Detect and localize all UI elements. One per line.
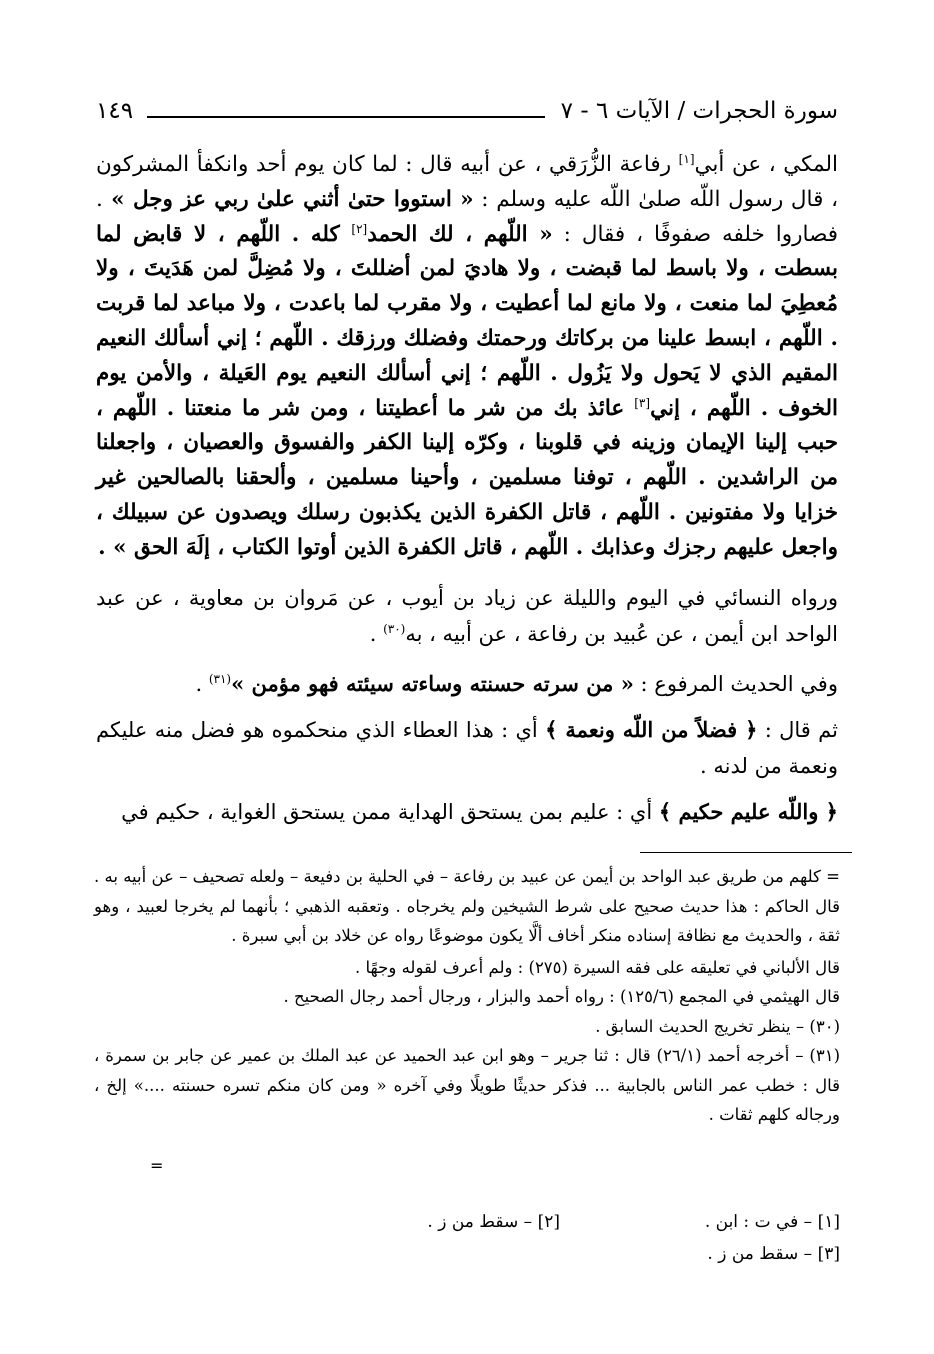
running-header bbox=[96, 94, 838, 128]
reference-30: (٣٠) bbox=[383, 621, 406, 636]
ayah-bold-2: ﴿ واللّه عليم حكيم ﴾ bbox=[658, 798, 838, 824]
paragraph-marfu: وفي الحديث المرفوع : « من سرته حسنته وساءته سيئته فهو مؤمن »$^{(٣١)}$ . bbox=[195, 670, 838, 696]
footnote-30: (٣٠) – ينظر تخريج الحديث السابق . bbox=[595, 1016, 840, 1036]
paragraph-nasai: ورواه النسائي في اليوم والليلة عن زياد بن أيوب ، عن مَروان بن معاوية ، عن عبد الواحد ابن أيمن ، عن عُبيد بن رفاعة ، عن أبيه ، به$^{(٣٠)}$ . bbox=[96, 585, 838, 646]
editor-notes-row bbox=[280, 1206, 840, 1238]
footnote-divider bbox=[640, 852, 852, 853]
footnote-marker-1: [١] bbox=[678, 151, 695, 166]
footnote-continuation: = كلهم من طريق عبد الواحد بن أيمن عن عبيد بن رفاعة – في الحلية بن دفيعة – ولعله تصحيف – عن أبيه به . قال الحاكم : هذا حديث صحيح على شرط الشيخين ولم يخرجاه . وتعقبه الذهبي ؛ بأنهما لم يخرجا لعبيد ، وهو ثقة ، والحديث مع نظافة إسناده منكر أخاف ألَّا يكون موضوعًا رواه عن خلاد بن أبي سبرة . bbox=[94, 867, 840, 945]
footnote-marker-3: [٣] bbox=[634, 395, 651, 410]
editor-notes-row bbox=[280, 1238, 840, 1270]
page-number: ١٤٩ bbox=[96, 98, 134, 124]
footnote-haythami: قال الهيثمي في المجمع (١٢٥/٦) : رواه أحمد والبزار ، ورجال أحمد رجال الصحيح . bbox=[283, 987, 840, 1006]
footnote-31: (٣١) – أخرجه أحمد (٢٦/١) قال : ثنا جرير – وهو ابن عبد الحميد عن عبد الملك بن عمير عن جابر بن سمرة ، قال : خطب عمر الناس بالجابية ... فذكر حديثًا طويلًا وفي آخره « ومن كان منكم تسره حسنته ....» إلخ ، ورجاله كلهم ثقات . bbox=[94, 1046, 840, 1124]
editor-note-3: [٣] – سقط من ز . bbox=[707, 1244, 840, 1264]
reference-31: (٣١) bbox=[208, 671, 232, 686]
ayah-bold: ﴿ فضلاً من اللّه ونعمة ﴾ bbox=[545, 716, 758, 742]
footnotes bbox=[94, 862, 840, 1130]
dua-bold-end: عائذ بك من شر ما أعطيتنا ، ومن شر ما منعتنا . اللّهم ، حبب إلينا الإيمان وزينه في قلوبنا ، وكرّه إلينا الكفر والفسوق والعصيان ، واجعلنا من الراشدين . اللّهم ، توفنا مسلمين ، وأحينا مسلمين ، وألحقنا بالصالحين غير خزايا ولا مفتونين . اللّهم ، قاتل الكفرة الذين يكذبون رسلك ويصدون عن سبيلك ، واجعل عليهم رجزك وعذابك . اللّهم ، قاتل الكفرة الذين أوتوا الكتاب ، إلَهَ الحق » . bbox=[96, 395, 838, 560]
footnote-albani: قال الألباني في تعليقه على فقه السيرة (٢٧٥) : ولم أعرف لقوله وجهًا . bbox=[355, 957, 840, 977]
editor-notes bbox=[280, 1206, 840, 1270]
editor-note-2: [٢] – سقط من ز . bbox=[427, 1212, 560, 1232]
paragraph-fadl: ثم قال : ﴿ فضلاً من اللّه ونعمة ﴾ أي : هذا العطاء الذي منحكموه هو فضل منه عليكم ونعمة من لدنه . bbox=[96, 716, 838, 778]
editor-note-1: [١] – في ت : ابن . bbox=[704, 1212, 840, 1232]
header-title: سورة الحجرات / الآيات ٦ - ٧ bbox=[560, 98, 838, 124]
paragraph-hadith: المكي ، عن أبي[١] رفاعة الزُّرَقي ، عن أبيه قال : لما كان يوم أحد وانكفأ المشركون ، قال رسول اللّه صلىٰ اللّه عليه وسلم : « استووا حتىٰ أثني علىٰ ربي عز وجل » . فصاروا خلفه صفوفًا ، فقال : « اللّهم ، لك الحمد[٢] كله . اللّهم ، لا قابض لما بسطت ، ولا باسط لما قبضت ، ولا هاديَ لمن أضللتَ ، ولا مُضِلَّ لمن هَدَيتَ ، ولا مُعطِيَ لما منعت ، ولا مانع لما أعطيت ، ولا مقرب لما باعدت ، ولا مباعد لما قربت . اللّهم ، ابسط علينا من بركاتك ورحمتك وفضلك ورزقك . اللّهم ؛ إني أسألك النعيم المقيم الذي لا يَحول ولا يَزُول . اللّهم ؛ إني أسألك النعيم يوم العَيلة ، والأمن يوم الخوف . اللّهم ، إني[٣] عائذ بك من شر ما أعطيتنا ، ومن شر ما منعتنا . اللّهم ، حبب إلينا الإيمان وزينه في قلوبنا ، وكرّه إلينا الكفر والفسوق والعصيان ، واجعلنا من الراشدين . اللّهم ، توفنا مسلمين ، وأحينا مسلمين ، وألحقنا بالصالحين غير خزايا ولا مفتونين . اللّهم ، قاتل الكفرة الذين يكذبون رسلك ويصدون عن سبيلك ، واجعل عليهم رجزك وعذابك . اللّهم ، قاتل الكفرة الذين أوتوا الكتاب ، إلَهَ الحق » . bbox=[96, 151, 839, 560]
quote-bold: « استووا حتىٰ أثني علىٰ ربي عز وجل » bbox=[102, 186, 474, 212]
footnote-marker-2: [٢] bbox=[351, 221, 368, 236]
dua-bold: « اللّهم ، لك الحمد bbox=[367, 221, 553, 247]
hadith-bold: « من سرته حسنته وساءته سيئته فهو مؤمن » bbox=[231, 670, 634, 696]
paragraph-alim: ﴿ واللّه عليم حكيم ﴾ أي : عليم بمن يستحق الهداية ممن يستحق الغواية ، حكيم في bbox=[121, 798, 838, 824]
continuation-mark: = bbox=[150, 1156, 164, 1175]
dua-bold-cont: كله . اللّهم ، لا قابض لما بسطت ، ولا باسط لما قبضت ، ولا هاديَ لمن أضللتَ ، ولا مُضِلَّ لمن هَدَيتَ ، ولا مُعطِيَ لما منعت ، ولا مانع لما أعطيت ، ولا مقرب لما باعدت ، ولا مباعد لما قربت . اللّهم ، ابسط علينا من بركاتك ورحمتك وفضلك ورزقك . اللّهم ؛ إني أسألك النعيم المقيم الذي لا يَحول ولا يَزُول . اللّهم ؛ إني أسألك النعيم يوم العَيلة ، والأمن يوم الخوف . اللّهم ، إني bbox=[96, 221, 838, 421]
main-text bbox=[96, 148, 838, 830]
header-rule bbox=[147, 116, 545, 118]
